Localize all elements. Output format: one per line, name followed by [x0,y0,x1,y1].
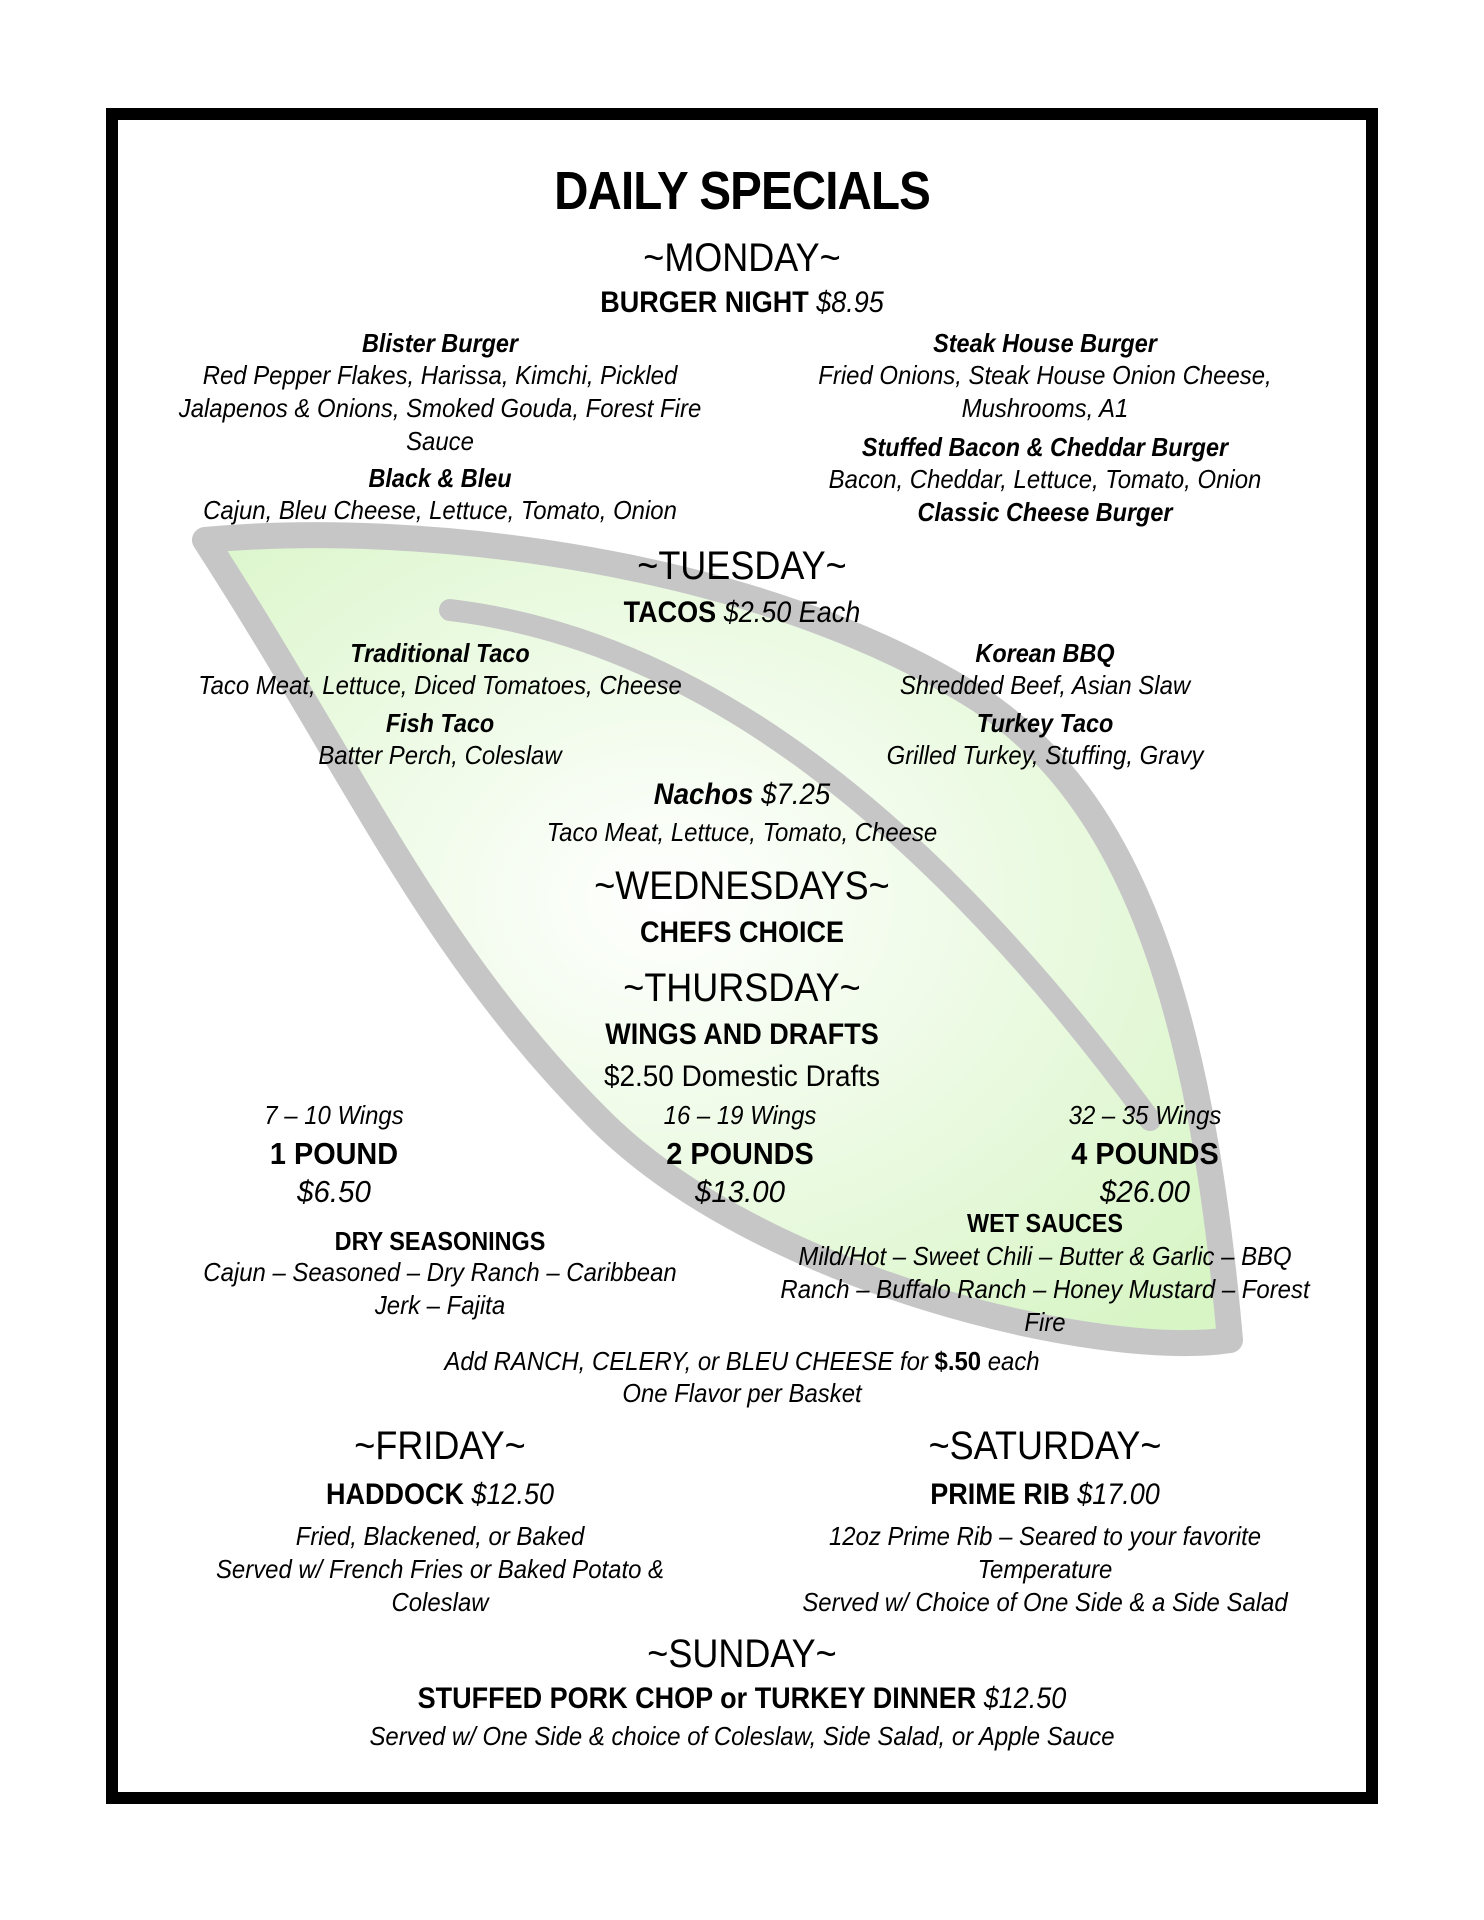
saturday-heading: ~SATURDAY~ [928,1424,1162,1468]
menu-item-desc: Batter Perch, Coleslaw [318,740,562,770]
drafts-price: $2.50 Domestic Drafts [603,1060,881,1093]
menu-item-name: Stuffed Bacon & Cheddar Burger [861,432,1229,462]
wing-addon-note: Add RANCH, CELERY, or BLEU CHEESE for $.50 each [444,1346,1040,1376]
wing-count: 16 – 19 Wings [663,1100,817,1130]
wet-sauces-list: Mild/Hot – Sweet Chili – Butter & Garlic – BBQ Ranch – Buffalo Ranch – Honey Mustard – Forest Fire [780,1241,1310,1337]
menu-item-name: Classic Cheese Burger [917,497,1173,527]
menu-item-desc: Taco Meat, Lettuce, Diced Tomatoes, Cheese [198,670,682,700]
menu-item-name: Fish Taco [385,708,495,738]
dry-seasonings-list: Cajun – Seasoned – Dry Ranch – Caribbean Jerk – Fajita [203,1257,677,1320]
friday-desc: Served w/ French Fries or Baked Potato & Coleslaw [215,1554,665,1617]
wing-price: $26.00 [1099,1174,1191,1209]
menu-item-name: Korean BBQ [975,638,1115,668]
menu-item-desc: Red Pepper Flakes, Harissa, Kimchi, Pickled Jalapenos & Onions, Smoked Gouda, Forest Fire Sauce [178,360,702,456]
friday-heading: ~FRIDAY~ [354,1424,526,1468]
menu-item-name: Steak House Burger [933,328,1157,358]
menu-item-desc: Grilled Turkey, Stuffing, Gravy [886,740,1204,770]
sunday-heading: ~SUNDAY~ [647,1632,837,1676]
wing-weight: 1 POUND [269,1136,399,1171]
wing-price: $6.50 [297,1174,371,1209]
wing-count: 32 – 35 Wings [1068,1100,1222,1130]
monday-heading: ~MONDAY~ [643,236,841,280]
nachos-desc: Taco Meat, Lettuce, Tomato, Cheese [546,817,938,847]
tuesday-subheading: TACOS $2.50 Each [623,596,861,629]
sunday-subheading: STUFFED PORK CHOP or TURKEY DINNER $12.50 [417,1682,1067,1715]
nachos-heading: Nachos $7.25 [653,778,831,811]
flavor-note: One Flavor per Basket [622,1378,862,1408]
menu-item-name: Turkey Taco [976,708,1114,738]
wing-price: $13.00 [694,1174,786,1209]
monday-subheading: BURGER NIGHT $8.95 [600,286,884,319]
saturday-desc: Served w/ Choice of One Side & a Side Salad [802,1587,1288,1617]
menu-item-desc: Cajun, Bleu Cheese, Lettuce, Tomato, Onion [203,495,677,525]
menu-item-name: Traditional Taco [350,638,530,668]
wing-weight: 4 POUNDS [1071,1136,1219,1171]
wing-count: 7 – 10 Wings [264,1100,404,1130]
thursday-heading: ~THURSDAY~ [623,966,861,1010]
wing-weight: 2 POUNDS [666,1136,814,1171]
wednesday-subheading: CHEFS CHOICE [639,916,845,949]
page-title: DAILY SPECIALS [554,161,930,221]
friday-subheading: HADDOCK $12.50 [325,1478,555,1511]
tuesday-heading: ~TUESDAY~ [637,544,847,588]
dry-seasonings-heading: DRY SEASONINGS [334,1226,546,1256]
saturday-desc: 12oz Prime Rib – Seared to your favorite Temperature [828,1521,1262,1584]
menu-item-desc: Bacon, Cheddar, Lettuce, Tomato, Onion [828,464,1262,494]
thursday-subheading: WINGS AND DRAFTS [605,1018,879,1051]
wednesday-heading: ~WEDNESDAYS~ [594,864,890,908]
menu-item-name: Blister Burger [361,328,519,358]
menu-item-name: Black & Bleu [368,463,512,493]
menu-item-desc: Fried Onions, Steak House Onion Cheese, Mushrooms, A1 [818,360,1272,423]
sunday-desc: Served w/ One Side & choice of Coleslaw, Side Salad, or Apple Sauce [369,1721,1115,1751]
friday-desc: Fried, Blackened, or Baked [295,1521,585,1551]
menu-item-desc: Shredded Beef, Asian Slaw [899,670,1191,700]
saturday-subheading: PRIME RIB $17.00 [930,1478,1160,1511]
wet-sauces-heading: WET SAUCES [966,1208,1124,1238]
